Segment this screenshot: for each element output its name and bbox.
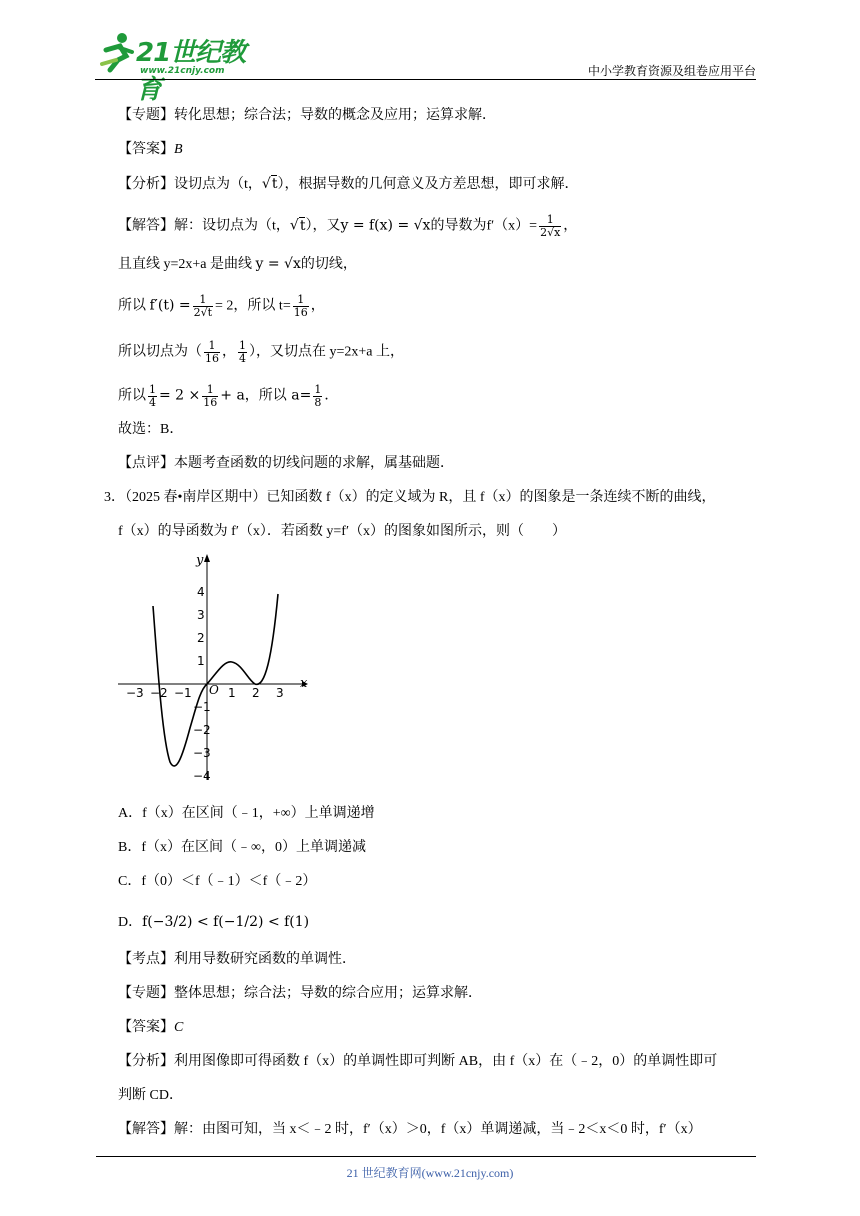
sol1-d: 的导数为 xyxy=(430,218,487,234)
runner-icon xyxy=(96,30,136,74)
y-tick-label: 1 xyxy=(197,654,205,668)
derivative-graph xyxy=(110,548,310,788)
prev-comment: 【点评】本题考查函数的切线问题的求解，属基础题． xyxy=(118,456,454,471)
prev-solution-line3: 所以 f′(t) = $\frac{1}{2√t}$ = 2，所以 t= $\frac{1}{16}$ ， xyxy=(118,293,325,319)
prev-analysis xyxy=(118,174,578,195)
footer-divider xyxy=(96,1156,756,1157)
x-tick-label: 2 xyxy=(252,686,260,700)
prev-solution-line2 xyxy=(118,254,357,275)
answer-value: B xyxy=(174,142,183,157)
sol5-b: = 2 × xyxy=(159,387,201,404)
answer-value: C xyxy=(174,1020,184,1035)
y-tick-label: 2 xyxy=(197,631,205,645)
y-tick-label: −3 xyxy=(193,746,211,760)
fraction-1-over-16: $\frac{1}{16}$ xyxy=(205,339,219,365)
y-tick-label: −2 xyxy=(193,723,211,737)
q3-analysis-line1: 【分析】利用图像即可得函数 f（x）的单调性即可判断 AB，由 f（x）在（﹣2，0）的单调性即可 xyxy=(118,1054,718,1069)
fraction-1-over-2sqrtt: $\frac{1}{2√t}$ xyxy=(193,293,213,319)
y-axis-label: y xyxy=(196,553,204,568)
x-axis-label: x xyxy=(300,676,308,691)
prev-solution-line5: 所以 $\frac{1}{4}$ = 2 × $\frac{1}{16}$ + a，所以 a= $\frac{1}{8}$ ． xyxy=(118,383,339,409)
sol2-c: 的切线， xyxy=(300,257,357,272)
q3-stem-line2: f（x）的导函数为 f′（x）．若函数 y=f′（x）的图象如图所示，则（ ） xyxy=(118,524,567,539)
sol3-a: 所以 xyxy=(118,298,146,314)
sol4-a: 所以切点为（ xyxy=(118,344,202,360)
sol2-a: 且直线 y=2x+a 是曲线 xyxy=(118,257,253,272)
x-tick-label: −3 xyxy=(126,686,144,700)
sol1-a: 【解答】解：设切点为（t， xyxy=(118,218,290,234)
sol1-e: f′（x）= xyxy=(486,218,538,234)
prev-solution-line4: 所以切点为（ $\frac{1}{16}$ ， $\frac{1}{4}$ ），又切点在 y=2x+a 上， xyxy=(118,339,405,365)
q3-analysis-line2: 判断 CD． xyxy=(118,1088,183,1103)
origin-label: O xyxy=(209,683,219,697)
q3-answer xyxy=(118,1018,183,1038)
sol1-b: ），又 xyxy=(305,218,341,234)
logo-url: www.21cnjy.com xyxy=(140,66,225,76)
fraction-1-over-4: $\frac{1}{4}$ xyxy=(239,339,246,365)
sol2-formula: y = √x xyxy=(255,256,301,272)
y-tick-label: 4 xyxy=(197,585,205,599)
sol1-formula: y = f(x) = √x xyxy=(340,217,431,234)
sol3-formula: f′(t) = xyxy=(149,297,191,314)
option-c: C．f（0）＜f（﹣1）＜f（﹣2） xyxy=(118,874,317,889)
analysis-text-a: 【分析】设切点为（t， xyxy=(118,177,262,192)
q3-stem-line1: 3．（2025 春•南岸区期中）已知函数 f（x）的定义域为 R，且 f（x）的图象是一条连续不断的曲线， xyxy=(104,490,716,505)
fraction-1-over-16: $\frac{1}{16}$ xyxy=(203,383,218,409)
prev-solution-line1: 【解答】解：设切点为（t，√t），又y = f(x) = √x的导数为f′（x）= $\frac{1}{2√x}$ ， xyxy=(118,213,578,239)
x-tick-label: 3 xyxy=(276,686,284,700)
header-divider xyxy=(95,79,756,80)
x-tick-label: −2 xyxy=(150,686,168,700)
fraction-1-over-8: $\frac{1}{8}$ xyxy=(314,383,322,409)
x-tick-label: −1 xyxy=(174,686,192,700)
option-d xyxy=(118,912,309,933)
y-tick-label: 3 xyxy=(197,608,205,622)
sol3-c: = 2，所以 t= xyxy=(215,298,291,314)
logo-text: 21世纪教育 xyxy=(136,38,246,105)
sol4-b: ），又切点在 y=2x+a 上， xyxy=(249,344,405,360)
answer-label: 【答案】 xyxy=(118,142,174,157)
sqrt-t: √t xyxy=(261,176,278,192)
option-d-label: D． xyxy=(118,915,143,930)
page-header xyxy=(0,0,860,105)
q3-topic: 【专题】整体思想；综合法；导数的综合应用；运算求解． xyxy=(118,986,482,1001)
y-tick-label: −1 xyxy=(193,700,211,714)
sqrt-t: √t xyxy=(289,217,306,234)
fraction-1-over-16: $\frac{1}{16}$ xyxy=(293,293,308,319)
fraction-1-over-2sqrtx: $\frac{1}{2√x}$ xyxy=(540,213,561,239)
site-logo xyxy=(96,30,266,105)
x-tick-label: 1 xyxy=(228,686,236,700)
answer-label: 【答案】 xyxy=(118,1020,174,1035)
fraction-1-over-4: $\frac{1}{4}$ xyxy=(149,383,156,409)
analysis-text-b: ），根据导数的几何意义及方差思想，即可求解． xyxy=(277,177,579,192)
sol5-a: 所以 xyxy=(118,388,146,404)
option-a: A．f（x）在区间（﹣1，+∞）上单调递增 xyxy=(118,806,375,821)
option-d-formula: f(−3/2) < f(−1/2) < f(1) xyxy=(142,914,310,930)
prev-answer xyxy=(118,140,183,160)
sol5-c: + a，所以 a= xyxy=(220,387,312,404)
prev-topic: 【专题】转化思想；综合法；导数的概念及应用；运算求解． xyxy=(118,108,496,123)
q3-kaodian: 【考点】利用导数研究函数的单调性． xyxy=(118,952,356,967)
q3-solution: 【解答】解：由图可知，当 x＜﹣2 时，f′（x）＞0，f（x）单调递减，当﹣2＜x＜0 时，f′（x） xyxy=(118,1122,702,1137)
page-footer: 21 世纪教育网(www.21cnjy.com) xyxy=(346,1166,514,1180)
option-b: B．f（x）在区间（﹣∞，0）上单调递减 xyxy=(118,840,366,855)
prev-choice: 故选：B． xyxy=(118,422,184,437)
platform-title: 中小学教育资源及组卷应用平台 xyxy=(587,64,756,78)
y-tick-label: −4 xyxy=(193,769,211,783)
